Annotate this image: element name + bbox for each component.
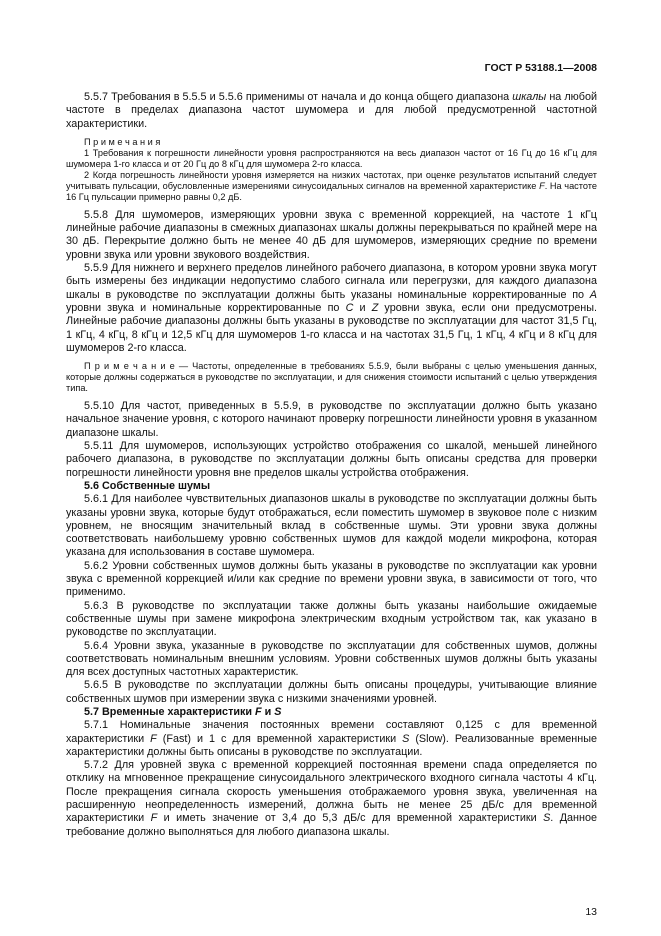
para-5-5-11: 5.5.11 Для шумомеров, использующих устройство отображения со шкалой, меньшей линейного рабочего диапазона, в руководстве по эксплуатации должны быть описаны средства для проверки погрешности линейности уровня вне пределов шкалы устройства отображения. [66, 440, 597, 479]
para-5-5-9: 5.5.9 Для нижнего и верхнего пределов линейного рабочего диапазона, в котором уровни звука могут быть измерены без индикации недопустимо слабого сигнала или перегрузки, для каждого диапазона шкалы в руководстве по эксплуатации должны быть указаны номинальные корректированные по A уровни звука и номинальные корректированные по C и Z уровни звука, если они предусмотрены. Линейные рабочие диапазоны должны быть указаны в руководстве по эксплуатации для частот 31,5 Гц, 1 кГц, 4 кГц, 8 кГц и 12,5 кГц для шумомеров 1-го класса и на частотах 31,5 Гц, 1 кГц, 4 кГц и 8 кГц для шумомеров 2-го класса. [66, 262, 597, 354]
para-5-5-10: 5.5.10 Для частот, приведенных в 5.5.9, в руководстве по эксплуатации должно быть указано начальное значение уровня, с которого начинают проверку погрешности линейности уровня в указанном диапазоне шкалы. [66, 400, 597, 439]
para-5-5-7: 5.5.7 Требования в 5.5.5 и 5.5.6 применимы от начала и до конца общего диапазона шкалы на любой частоте в пределах диапазона частот шумомера и для любой предусмотренной частотной характеристики. [66, 91, 597, 130]
para-5-6-5: 5.6.5 В руководстве по эксплуатации должны быть описаны процедуры, учитывающие влияние собственных шумов при измерении звука с низкими значениями уровней. [66, 679, 597, 705]
heading-5-7: 5.7 Временные характеристики F и S [84, 705, 282, 718]
standard-number: ГОСТ Р 53188.1—2008 [484, 62, 597, 74]
para-5-7-2: 5.7.2 Для уровней звука с временной коррекцией постоянная времени спада определяется по отклику на мгновенное прекращение синусоидального электрического входного сигнала частоты 4 кГц. После прекращения сигнала скорость уменьшения отображаемого уровня звука, увеличенная на расширенную неопределенность измерений, должна быть не менее 25 дБ/с для временной характеристики F и иметь значение от 3,4 до 5,3 дБ/с для временной характеристики S. Данное требование должно выполняться для любого диапазона шкалы. [66, 759, 597, 838]
page-footer [66, 906, 597, 918]
note-5-5-9: П р и м е ч а н и е — Частоты, определенные в требованиях 5.5.9, были выбраны с целью уменьшения данных, которые должны содержаться в руководстве по эксплуатации, и для снижения стоимости испытаний с целью утверждения типа. [66, 361, 597, 394]
note-1: 1 Требования к погрешности линейности уровня распространяются на весь диапазон частот от 16 Гц до 16 кГц для шумомера 1-го класса и от 20 Гц до 8 кГц для шумомера 2-го класса. [66, 147, 597, 169]
para-5-5-8: 5.5.8 Для шумомеров, измеряющих уровни звука с временной коррекцией, на частоте 1 кГц линейные рабочие диапазоны в смежных диапазонах шкалы должны перекрываться по крайней мере на 30 дБ. Перекрытие должно быть не менее 40 дБ для шумомеров, измеряющих средние по времени уровни звука или уровни звукового воздействия. [66, 208, 597, 261]
para-5-6-2: 5.6.2 Уровни собственных шумов должны быть указаны в руководстве по эксплуатации как уровни звука с временной коррекцией и/или как средние по времени уровни звука, в зависимости от того, что применимо. [66, 559, 597, 599]
para-5-6-1: 5.6.1 Для наиболее чувствительных диапазонов шкалы в руководстве по эксплуатации должны быть указаны уровни звука, которые будут отображаться, если поместить шумомер в звуковое поле с низким уровнем, не вносящим значительный вклад в собственные шумы. Эти уровни звука должны соответствовать наибольшему уровню собственных шумов для каждой модели микрофона, которая указана для использования в составе шумомера. [66, 493, 597, 559]
page-number: 13 [585, 906, 597, 918]
para-5-7-1: 5.7.1 Номинальные значения постоянных времени составляют 0,125 с для временной характеристики F (Fast) и 1 с для временной характеристики S (Slow). Реализованные временные характеристики должны быть описаны в руководстве по эксплуатации. [66, 719, 597, 758]
heading-5-6: 5.6 Собственные шумы [84, 479, 211, 492]
note-2: 2 Когда погрешность линейности уровня измеряется на низких частотах, при оценке результатов испытаний следует учитывать пульсации, обусловленные измерениями синусоидальных сигналов на временной характеристике F. На частоте 16 Гц пульсации примерно равны 0,2 дБ. [66, 169, 597, 202]
document-body [66, 91, 597, 839]
para-5-6-3: 5.6.3 В руководстве по эксплуатации также должны быть указаны наибольшие ожидаемые собственные шумы при замене микрофона электрическим входным устройством так, как указано в руководстве по эксплуатации. [66, 599, 597, 639]
para-5-6-4: 5.6.4 Уровни звука, указанные в руководстве по эксплуатации для собственных шумов, должны соответствовать номинальным внешним условиям. Уровни собственных шумов должны быть указаны для всех доступных частотных характеристик. [66, 639, 597, 679]
notes-label: П р и м е ч а н и я [84, 136, 161, 147]
document-header [66, 62, 597, 74]
